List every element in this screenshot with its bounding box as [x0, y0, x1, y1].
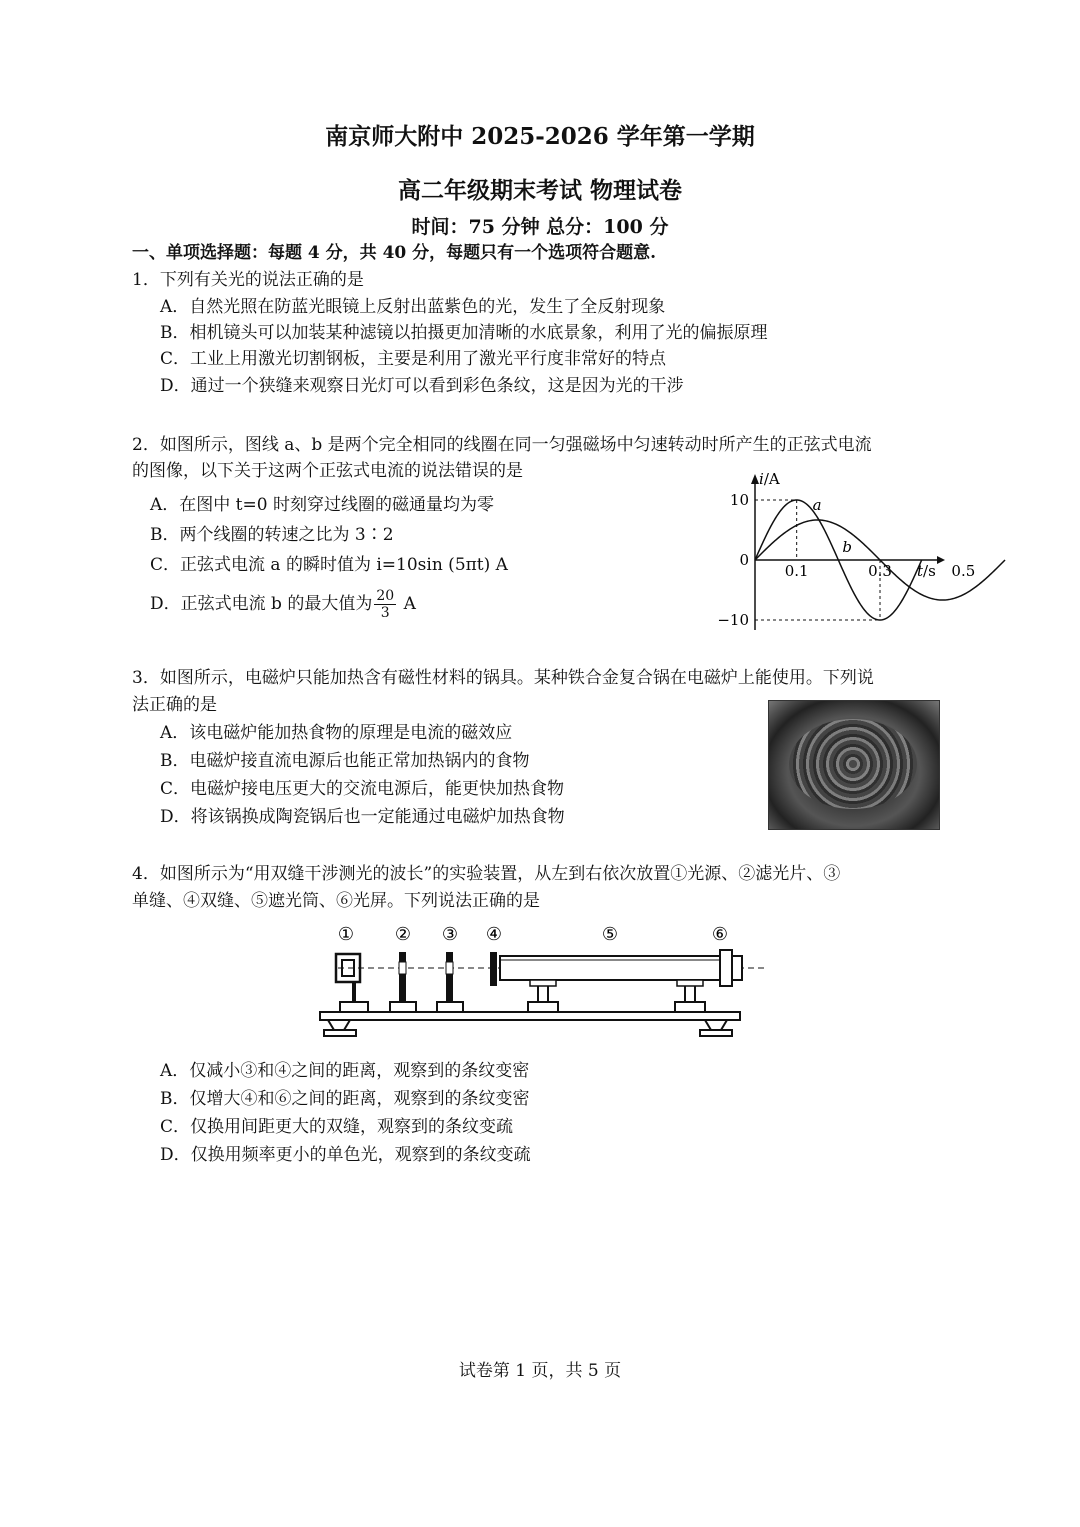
- shading-tube: [490, 950, 742, 1012]
- section-heading: 一、单项选择题：每题 4 分，共 40 分，每题只有一个选项符合题意.: [132, 243, 657, 263]
- x-axis-label: t/s: [917, 562, 936, 580]
- series-b-label: b: [842, 538, 852, 556]
- q3-option-c: C．电磁炉接电压更大的交流电源后，能更快加热食物: [160, 779, 565, 799]
- y-axis-arrow: [751, 474, 759, 484]
- label-tube: ⑤: [601, 924, 619, 945]
- q4-option-d: D．仅换用频率更小的单色光，观察到的条纹变疏: [160, 1145, 531, 1165]
- q2-stem-line2: 的图像，以下关于这两个正弦式电流的说法错误的是: [132, 461, 523, 481]
- label-screen: ⑥: [711, 924, 729, 945]
- exam-title-school: 南京师大附中 2025-2026 学年第一学期: [325, 123, 755, 150]
- y-tick-label: 0: [739, 551, 749, 569]
- optical-bench: [320, 1012, 740, 1036]
- q1-option-a: A．自然光照在防蓝光眼镜上反射出蓝紫色的光，发生了全反射现象: [160, 297, 666, 317]
- fraction: [374, 588, 396, 621]
- label-single-slit: ③: [441, 924, 459, 945]
- q2-option-c: C．正弦式电流 a 的瞬时值为 i=10sin (5πt) A: [150, 555, 508, 575]
- q2-stem-line1: 2．如图所示，图线 a、b 是两个完全相同的线圈在同一匀强磁场中匀速转动时所产生的正弦式电流: [132, 435, 872, 455]
- x-tick-label: 0.1: [784, 562, 809, 580]
- x-tick-label: 0.3: [868, 562, 892, 580]
- q4-option-c: C．仅换用间距更大的双缝，观察到的条纹变疏: [160, 1117, 514, 1137]
- light-source: [336, 954, 368, 1012]
- induction-pot-photo: [768, 700, 940, 830]
- single-slit: [437, 952, 463, 1012]
- page-footer: 试卷第 1 页，共 5 页: [458, 1361, 622, 1381]
- q3-option-d: D．将该锅换成陶瓷锅后也一定能通过电磁炉加热食物: [160, 807, 565, 827]
- q4-stem-line2: 单缝、④双缝、⑤遮光筒、⑥光屏。下列说法正确的是: [132, 891, 540, 911]
- x-axis-arrow: [937, 556, 945, 564]
- q3-stem-line1: 3．如图所示，电磁炉只能加热含有磁性材料的锅具。某种铁合金复合锅在电磁炉上能使用。下列说: [132, 668, 874, 688]
- q2-option-d-unit: A: [403, 594, 416, 614]
- q1-stem: 1．下列有关光的说法正确的是: [132, 270, 364, 290]
- exam-title-subject: 高二年级期末考试 物理试卷: [397, 177, 682, 204]
- fraction-denominator: 3: [380, 605, 390, 621]
- label-double-slit: ④: [485, 924, 503, 945]
- fraction-numerator: 20: [376, 588, 395, 604]
- y-axis-label: i/A: [759, 470, 780, 488]
- q1-option-b: B．相机镜头可以加装某种滤镜以拍摄更加清晰的水底景象，利用了光的偏振原理: [160, 323, 768, 343]
- q2-option-d: [150, 588, 416, 621]
- label-light-source: ①: [337, 924, 355, 945]
- q1-option-d: D．通过一个狭缝来观察日光灯可以看到彩色条纹，这是因为光的干涉: [160, 376, 684, 396]
- x-tick-label: 0.5: [951, 562, 976, 580]
- exam-time-info: 时间：75 分钟 总分：100 分: [411, 216, 669, 238]
- q4-stem-line1: 4．如图所示为“用双缝干涉测光的波长”的实验装置，从左到右依次放置①光源、②滤光片、③: [132, 864, 841, 884]
- label-filter: ②: [394, 924, 412, 945]
- q2-option-d-prefix: D．正弦式电流 b 的最大值为: [150, 594, 373, 614]
- q4-option-a: A．仅减小③和④之间的距离，观察到的条纹变密: [160, 1061, 530, 1081]
- q2-option-b: B．两个线圈的转速之比为 3∶2: [150, 525, 394, 545]
- q3-option-a: A．该电磁炉能加热食物的原理是电流的磁效应: [160, 723, 513, 743]
- current-time-graph: [715, 470, 976, 635]
- series-a-label: a: [812, 496, 822, 514]
- q2-option-a: A．在图中 t=0 时刻穿过线圈的磁通量均为零: [150, 495, 494, 515]
- q3-option-b: B．电磁炉接直流电源后也能正常加热锅内的食物: [160, 751, 530, 771]
- q1-option-c: C．工业上用激光切割钢板，主要是利用了激光平行度非常好的特点: [160, 349, 667, 369]
- filter: [390, 952, 416, 1012]
- q4-option-b: B．仅增大④和⑥之间的距离，观察到的条纹变密: [160, 1089, 530, 1109]
- q3-stem-line2: 法正确的是: [132, 695, 217, 715]
- y-tick-label: 10: [729, 491, 749, 509]
- double-slit-apparatus-diagram: [310, 918, 780, 1048]
- y-tick-label: −10: [717, 611, 749, 629]
